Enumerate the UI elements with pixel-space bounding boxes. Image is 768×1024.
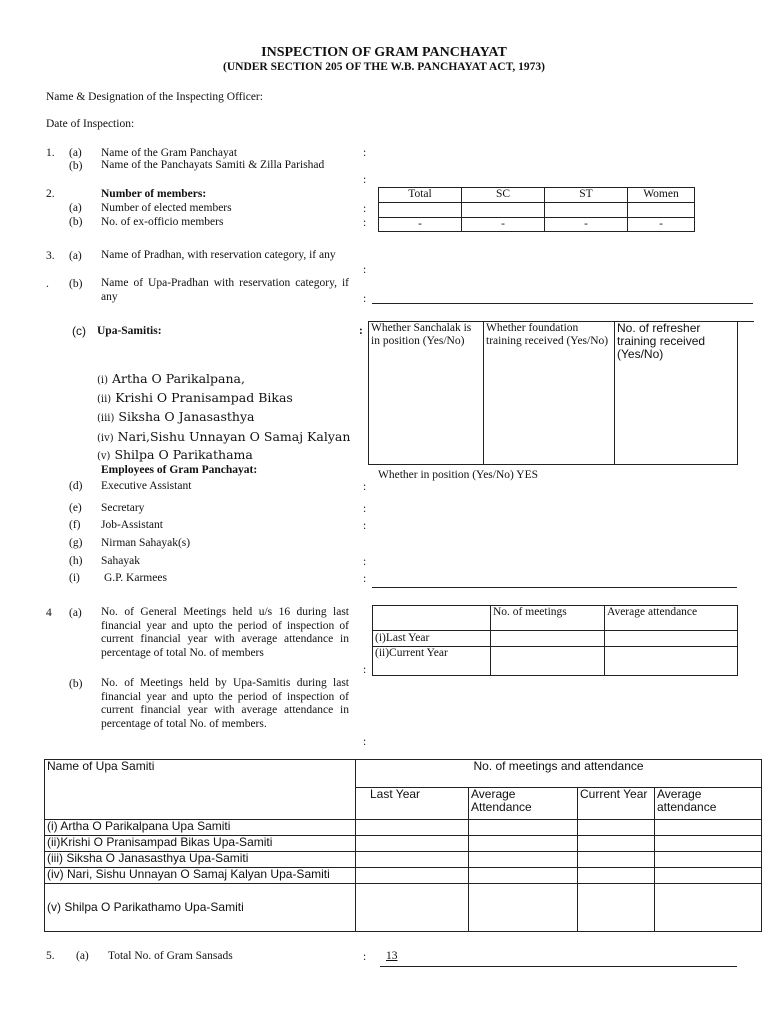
table-cell[interactable]: [491, 631, 605, 647]
colon: :: [363, 573, 367, 585]
colon: :: [363, 556, 367, 568]
table-cell[interactable]: [578, 884, 655, 932]
page-title: INSPECTION OF GRAM PANCHAYAT: [261, 45, 507, 60]
upa-samiti-meetings-table: [44, 759, 762, 932]
upa-samiti-item: (i) Artha O Parikalpana,: [97, 371, 245, 386]
section-3a-label: Name of Pradhan, with reservation category, if any: [101, 249, 336, 261]
section-3-number: 3.: [46, 250, 55, 262]
section-3a-marker: (a): [69, 250, 82, 262]
upa-meetings-col-current-year: Current Year: [578, 788, 655, 820]
employees-answer-line[interactable]: [372, 587, 737, 588]
section-1-number: 1.: [46, 147, 55, 159]
upa-meetings-col-name: Name of Upa Samiti: [45, 760, 356, 820]
pradhan-answer-line[interactable]: [372, 303, 753, 304]
section-5a-label: Total No. of Gram Sansads: [108, 950, 233, 962]
employee-nirman-sahayak: Nirman Sahayak(s): [101, 537, 191, 549]
members-col-total: Total: [379, 188, 462, 203]
table-cell[interactable]: -: [628, 217, 695, 231]
colon: :: [359, 325, 363, 337]
colon: :: [363, 203, 367, 215]
meetings-col-attendance: Average attendance: [605, 606, 738, 631]
upa-meetings-col-group: No. of meetings and attendance: [356, 760, 762, 788]
section-2b-label: No. of ex-officio members: [101, 216, 224, 228]
members-table: [378, 187, 695, 232]
upa-col-refresher-training: No. of refresher training received (Yes/No): [615, 322, 738, 465]
section-3b-marker: (b): [69, 278, 83, 290]
employee-marker: (d): [69, 480, 83, 492]
colon: :: [363, 293, 367, 305]
upa-col-sanchalak: Whether Sanchalak is in position (Yes/No): [369, 322, 484, 465]
table-cell[interactable]: -: [462, 217, 545, 231]
gram-sansads-value: 13: [386, 950, 398, 962]
section-2-number: 2.: [46, 188, 55, 200]
table-cell[interactable]: [469, 884, 578, 932]
section-4b-marker: (b): [69, 678, 83, 690]
upa-samiti-item: (iv) Nari,Sishu Unnayan O Samaj Kalyan: [97, 429, 351, 444]
table-cell[interactable]: -: [545, 217, 628, 231]
employee-marker: (h): [69, 555, 83, 567]
upa-col-foundation-training: Whether foundation training received (Yes/No): [484, 322, 615, 465]
table-cell[interactable]: [379, 203, 462, 217]
members-col-women: Women: [628, 188, 695, 203]
table-cell[interactable]: [655, 820, 762, 836]
table-cell[interactable]: [356, 868, 469, 884]
section-5-number: 5.: [46, 950, 55, 962]
employees-heading: Employees of Gram Panchayat:: [101, 464, 258, 476]
employee-executive-assistant: Executive Assistant: [101, 480, 192, 492]
table-cell[interactable]: [491, 647, 605, 676]
table-cell[interactable]: [655, 868, 762, 884]
colon: :: [363, 503, 367, 515]
section-3b-label: Name of Upa-Pradhan with reservation category, if any: [101, 277, 349, 303]
table-cell: [373, 606, 491, 631]
upa-meetings-row-name: (iv) Nari, Sishu Unnayan O Samaj Kalyan Upa-Samiti: [45, 868, 356, 884]
colon: :: [363, 147, 367, 159]
section-2a-label: Number of elected members: [101, 202, 232, 214]
colon: :: [363, 264, 367, 276]
upa-samitis-heading: Upa-Samitis:: [97, 325, 162, 337]
employee-sahayak: Sahayak: [101, 555, 140, 567]
colon: :: [363, 217, 367, 229]
table-cell[interactable]: [356, 852, 469, 868]
table-cell[interactable]: [469, 852, 578, 868]
table-cell[interactable]: [628, 203, 695, 217]
upa-meetings-row-name: (iii) Siksha O Janasasthya Upa-Samiti: [45, 852, 356, 868]
employee-job-assistant: Job-Assistant: [101, 519, 163, 531]
table-cell[interactable]: [462, 203, 545, 217]
upa-meetings-row-name: (ii)Krishi O Pranisampad Bikas Upa-Samiti: [45, 836, 356, 852]
table-cell[interactable]: [605, 631, 738, 647]
table-cell[interactable]: [356, 836, 469, 852]
upa-meetings-col-avg-1: Average Attendance: [469, 788, 578, 820]
table-cell[interactable]: [356, 884, 469, 932]
table-cell[interactable]: [578, 820, 655, 836]
table-cell[interactable]: [655, 884, 762, 932]
section-4-number: 4: [46, 607, 52, 619]
upa-samiti-item: (v) Shilpa O Parikathama: [97, 447, 253, 462]
upa-samiti-item: (iii) Siksha O Janasasthya: [97, 409, 255, 424]
meetings-row-current-year: (ii)Current Year: [373, 647, 491, 676]
section-1b-marker: (b): [69, 160, 83, 172]
table-cell[interactable]: [578, 868, 655, 884]
employee-marker: (g): [69, 537, 83, 549]
colon: :: [363, 736, 367, 748]
section-1b-label: Name of the Panchayats Samiti & Zilla Parishad: [101, 159, 325, 171]
employees-position-note: Whether in position (Yes/No) YES: [378, 469, 539, 481]
upa-samiti-status-table: [368, 321, 738, 465]
section-2-heading: Number of members:: [101, 188, 207, 200]
members-col-st: ST: [545, 188, 628, 203]
section-4a-marker: (a): [69, 607, 82, 619]
upa-meetings-row-name: (i) Artha O Parikalpana Upa Samiti: [45, 820, 356, 836]
upa-samiti-item: (ii) Krishi O Pranisampad Bikas: [97, 390, 293, 405]
meetings-row-last-year: (i)Last Year: [373, 631, 491, 647]
section-1a-label: Name of the Gram Panchayat: [101, 147, 238, 159]
section-4b-label: No. of Meetings held by Upa-Samitis during last financial year and upto the period of inspection of current financial year with average attendance in percentage of total No. of members.: [101, 677, 349, 730]
section-3-dot: .: [46, 278, 49, 290]
meetings-col-count: No. of meetings: [491, 606, 605, 631]
colon: :: [363, 174, 367, 186]
table-cell[interactable]: [469, 820, 578, 836]
table-cell[interactable]: [655, 852, 762, 868]
employee-marker: (i): [69, 572, 80, 584]
section-4a-label: No. of General Meetings held u/s 16 during last financial year and upto the period of inspection of current financial year with average attendance in percentage of total No. of members: [101, 606, 349, 659]
employee-gp-karmees: G.P. Karmees: [104, 572, 167, 584]
table-cell[interactable]: [469, 868, 578, 884]
general-meetings-table: [372, 605, 738, 676]
colon: :: [363, 520, 367, 532]
section-5a-marker: (a): [76, 950, 89, 962]
table-cell[interactable]: [605, 647, 738, 676]
colon: :: [363, 664, 367, 676]
members-col-sc: SC: [462, 188, 545, 203]
colon: :: [363, 481, 367, 493]
gram-sansads-answer-line[interactable]: [380, 966, 737, 967]
colon: :: [363, 951, 367, 963]
employee-marker: (f): [69, 519, 81, 531]
inspecting-officer-label: Name & Designation of the Inspecting Officer:: [46, 91, 263, 103]
table-cell[interactable]: -: [379, 217, 462, 231]
table-cell[interactable]: [578, 852, 655, 868]
upa-meetings-col-last-year: Last Year: [356, 788, 469, 820]
table-border: [738, 321, 754, 322]
employee-secretary: Secretary: [101, 502, 145, 514]
section-3c-marker: (c): [72, 324, 86, 338]
employee-marker: (e): [69, 502, 82, 514]
section-2a-marker: (a): [69, 202, 82, 214]
table-cell[interactable]: [545, 203, 628, 217]
date-of-inspection-label: Date of Inspection:: [46, 118, 135, 130]
upa-meetings-col-avg-2: Average attendance: [655, 788, 762, 820]
upa-meetings-row-name: (v) Shilpa O Parikathamo Upa-Samiti: [45, 884, 356, 932]
section-1a-marker: (a): [69, 147, 82, 159]
table-cell[interactable]: [356, 820, 469, 836]
table-cell[interactable]: [578, 836, 655, 852]
table-cell[interactable]: [469, 836, 578, 852]
table-cell[interactable]: [655, 836, 762, 852]
section-2b-marker: (b): [69, 216, 83, 228]
page-subtitle: (UNDER SECTION 205 OF THE W.B. PANCHAYAT ACT, 1973): [223, 61, 545, 73]
